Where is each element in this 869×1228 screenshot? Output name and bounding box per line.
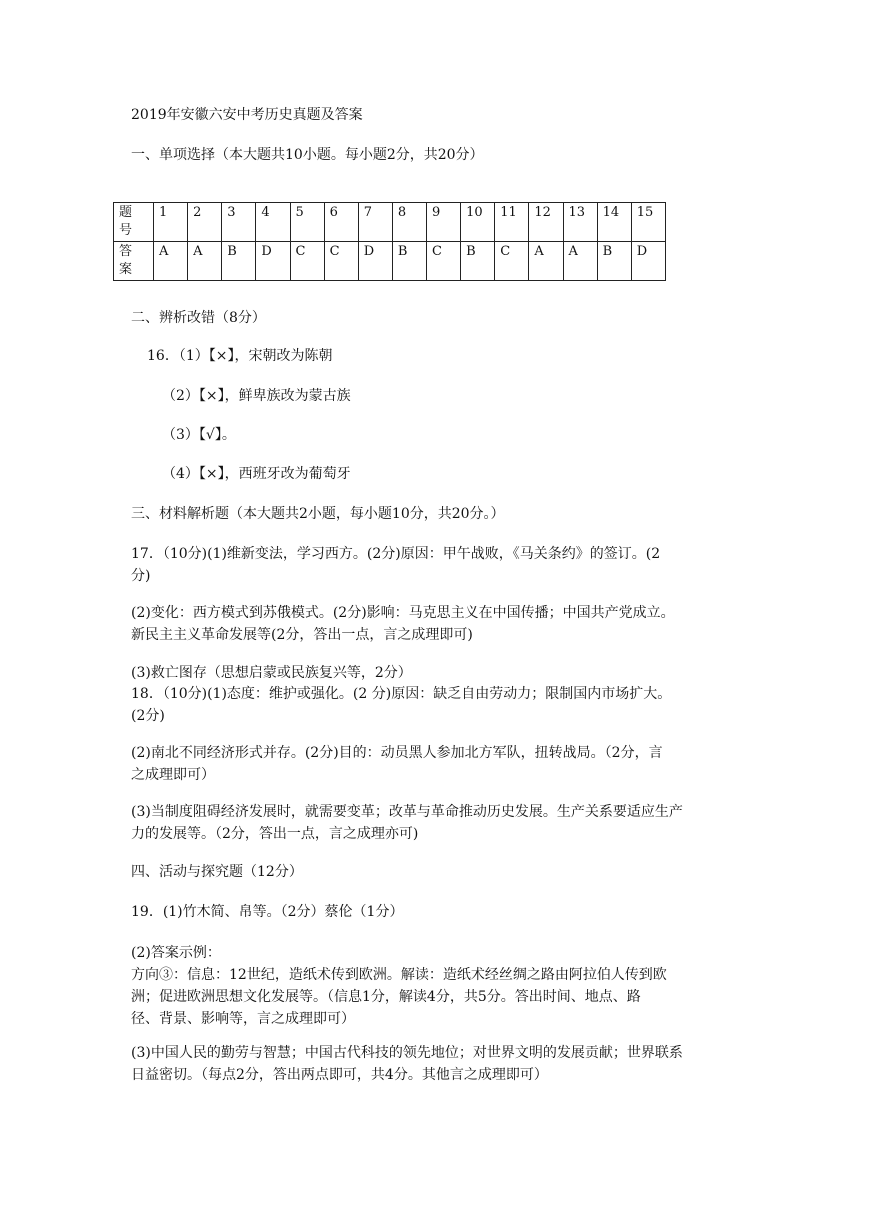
table-cell: 13 <box>563 203 597 242</box>
table-cell: D <box>256 242 290 281</box>
table-cell: A <box>154 242 188 281</box>
table-cell: 12 <box>529 203 563 242</box>
table-cell: D <box>631 242 665 281</box>
answer-table <box>113 202 666 281</box>
table-cell: 4 <box>256 203 290 242</box>
q16-item-1: 16．（1）【×】，宋朝改为陈朝 <box>147 348 333 364</box>
q17-part3: (3)救亡图存（思想启蒙或民族复兴等，2分） <box>131 665 412 681</box>
table-cell: A <box>563 242 597 281</box>
table-cell: 1 <box>154 203 188 242</box>
table-cell: 8 <box>392 203 426 242</box>
q18-part3: (3)当制度阻碍经济发展时，就需要变革；改革与革命推动历史发展。生产关系要适应生产 力的发展等。（2分，答出一点，言之成理亦可) <box>131 804 683 842</box>
q17-part1: 17．（10分)(1)维新变法，学习西方。(2分)原因：甲午战败，《马关条约》的签订。(2 分) <box>131 546 661 584</box>
table-cell: 14 <box>597 203 631 242</box>
q19-part2: (2)答案示例： 方向③：信息：12世纪，造纸术传到欧洲。解读：造纸术经丝绸之路由阿拉伯人传到欧 洲；促进欧洲思想文化发展等。（信息1分，解读4分，共5分。答出时间、地点、路 径、背景、影响等，言之成理即可） <box>131 945 667 1027</box>
table-cell: 9 <box>427 203 461 242</box>
table-cell: B <box>461 242 495 281</box>
table-row-numbers <box>114 203 666 242</box>
table-cell: C <box>427 242 461 281</box>
q18-part1: 18．（10分)(1)态度：维护或强化。(2 分)原因：缺乏自由劳动力；限制国内市场扩大。 (2分) <box>131 686 672 724</box>
table-cell: 5 <box>290 203 324 242</box>
table-cell: A <box>188 242 222 281</box>
section4-heading: 四、活动与探究题（12分） <box>131 864 303 880</box>
q19-part1: 19．(1)竹木简、帛等。（2分）蔡伦（1分） <box>131 904 404 920</box>
row-label-number: 题 号 <box>114 203 154 242</box>
table-cell: C <box>290 242 324 281</box>
table-cell: 6 <box>324 203 358 242</box>
table-row-answers <box>114 242 666 281</box>
q18-part2: (2)南北不同经济形式并存。(2分)目的：动员黑人参加北方军队，扭转战局。（2分，言 之成理即可） <box>131 745 663 783</box>
q16-item-2: （2）【×】，鲜卑族改为蒙古族 <box>162 388 351 404</box>
section1-heading: 一、单项选择（本大题共10小题。每小题2分，共20分） <box>131 147 484 163</box>
table-cell: A <box>529 242 563 281</box>
q17-part2: (2)变化：西方模式到苏俄模式。(2分)影响：马克思主义在中国传播；中国共产党成立。 新民主主义革命发展等(2分，答出一点，言之成理即可) <box>131 605 675 643</box>
section2-heading: 二、辨析改错（8分） <box>131 310 266 326</box>
table-cell: B <box>392 242 426 281</box>
q16-item-3: （3）【√】。 <box>162 427 236 443</box>
doc-title: 2019年安徽六安中考历史真题及答案 <box>131 107 363 123</box>
table-cell: B <box>597 242 631 281</box>
table-cell: D <box>358 242 392 281</box>
table-cell: 2 <box>188 203 222 242</box>
table-cell: 11 <box>495 203 529 242</box>
table-cell: 10 <box>461 203 495 242</box>
table-cell: 7 <box>358 203 392 242</box>
table-cell: B <box>222 242 256 281</box>
table-cell: 3 <box>222 203 256 242</box>
row-label-answer: 答 案 <box>114 242 154 281</box>
q19-part3: (3)中国人民的勤劳与智慧；中国古代科技的领先地位；对世界文明的发展贡献；世界联系 日益密切。（每点2分，答出两点即可，共4分。其他言之成理即可） <box>131 1045 683 1083</box>
table-cell: C <box>324 242 358 281</box>
table-cell: C <box>495 242 529 281</box>
q16-item-4: （4）【×】，西班牙改为葡萄牙 <box>162 466 351 482</box>
section3-heading: 三、材料解析题（本大题共2小题，每小题10分，共20分。） <box>131 506 505 522</box>
table-cell: 15 <box>631 203 665 242</box>
